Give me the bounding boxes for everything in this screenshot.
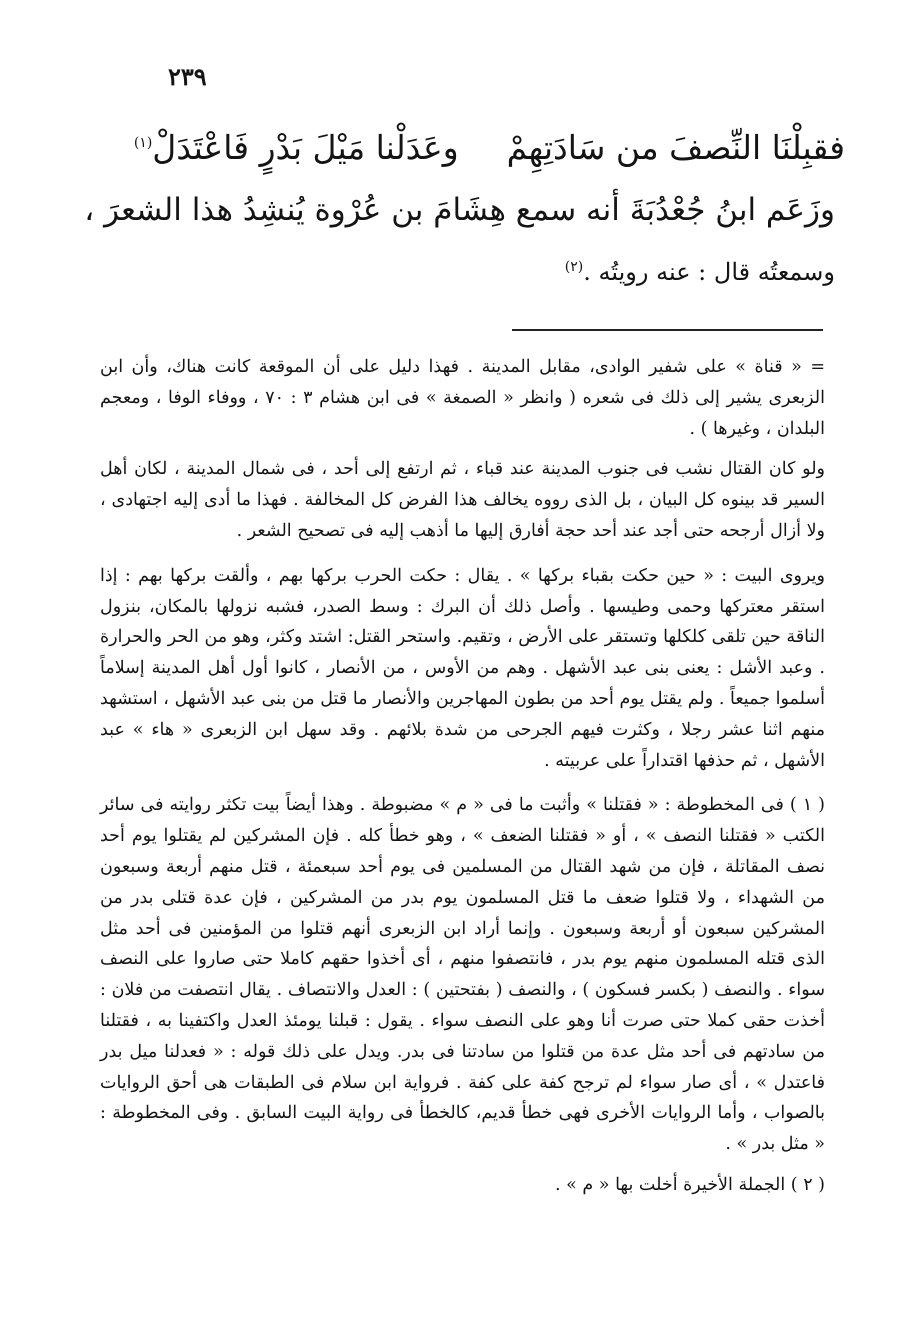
verse-hemistich-1: فقبِلْنَا النِّصفَ من سَادَتِهِمْ: [506, 128, 845, 167]
verse-line-3-text: وسمعتُه قال : عنه رويتُه .: [583, 258, 835, 286]
footnote-paragraph: ( ٢ ) الجملة الأخيرة أخلت بها « م » .: [555, 1174, 825, 1195]
verse-line-3: [565, 258, 835, 286]
footnote-paragraph: ( ١ ) فى المخطوطة : « فقتلنا » وأثبت ما فى « م » مضبوطة . وهذا أيضاً بيت تكثر روايته فى سائر الكتب « فقتلنا النصف » ، أو « فقتلنا الضعف » ، وهو خطأ كله . فإن المشركين لم يقتلوا يوم أحد نصف المقاتلة ، فإن من شهد القتال من المسلمين فى يوم أحد سبعمئة ، قتل منهم أربعة وسبعون من الشهداء ، ولا قتلوا ضعف ما قتل المسلمون يوم بدر من المشركين ، فإن عدة قتلى بدر من المشركين سبعون أو أربعة وسبعون . وإنما أراد ابن الزبعرى أنهم قتلوا من المؤمنين فى أحد مثل الذى قتله المسلمون منهم يوم بدر ، فانتصفوا منهم ، أى أخذوا حقهم كاملا حتى صاروا على النصف سواء . والنصف ( بكسر فسكون ) ، والنصف ( بفتحتين ) : العدل والانتصاف . يقال انتصفت من فلان : أخذت حقى كملا حتى صرت أنا وهو على النصف سواء . يقول : قبلنا يومئذ العدل واكتفينا به ، فقتلنا من سادتهم فى أحد مثل عدة من قتلوا من سادتنا فى بدر. ويدل على ذلك قوله : « فعدلنا ميل بدر فاعتدل » ، أى صار سواء لم ترجح كفة على كفة . فرواية ابن سلام فى الطبقات هى أحق الروايات بالصواب ، وأما الروايات الأخرى فهى خطأ قديم، كالخطأ فى رواية البيت السابق . وفى المخطوطة : « مثل بدر » .: [100, 795, 825, 1155]
footnote-divider: [512, 329, 823, 331]
verse-line-1: [134, 128, 845, 167]
verse-line-2: وزَعَم ابنُ جُعْدُبَةَ أنه سمع هِشَامَ بن عُرْوة يُنشِدُ هذا الشعرَ ،: [84, 192, 835, 228]
footnote-paragraph: = « قناة » على شفير الوادى، مقابل المدينة . فهذا دليل على أن الموقعة كانت هناك، وأن ابن الزبعرى يشير إلى ذلك فى شعره ( وانظر « الصمغة » فى ابن هشام ٣ : ٧٠ ، ووفاء الوفا ، ومعجم البلدان ، وغيرها ) .: [100, 357, 825, 439]
footnote-marker-1: (١): [133, 135, 153, 151]
footnote-marker-2: (٢): [564, 259, 584, 275]
footnote-paragraph: ولو كان القتال نشب فى جنوب المدينة عند قباء ، ثم ارتفع إلى أحد ، فى شمال المدينة ، لكان أهل السير قد بينوه كل البيان ، بل الذى رووه يخالف هذا الفرض كل المخالفة . فهذا ما أدى إليه اجتهادى ، ولا أزال أرجحه حتى أجد عند أحد حجة أفارق إليها ما أذهب إليه فى تصحيح الشعر .: [100, 459, 825, 541]
verse-hemistich-2: وعَدَلْنا مَيْلَ بَدْرٍ فَاعْتَدَلْ: [152, 128, 459, 167]
footnote-paragraph: ويروى البيت : « حين حكت بقباء بركها » . يقال : حكت الحرب بركها بهم ، وألقت بركها بهم : إذا استقر معتركها وحمى وطيسها . وأصل ذلك أن البرك : وسط الصدر، فشبه نزولها بالمكان، بنزول الناقة حين تلقى كلكلها وتستقر على الأرض ، وتقيم. واستحر القتل: اشتد وكثر، وهو من الحر والحرارة . وعبد الأشل : يعنى بنى عبد الأشهل . وهم من الأوس ، من الأنصار ، كانوا أول أهل المدينة إسلاماً أسلموا جميعاً . ولم يقتل يوم أحد من بطون المهاجرين والأنصار ما قتل من بنى عبد الأشهل ، استشهد منهم اثنا عشر رجلا ، وكثرت فيهم الجرحى من شدة بلائهم . وقد سهل ابن الزبعرى « هاء » عبد الأشهل ، ثم حذفها اقتداراً على عربيته .: [100, 565, 825, 771]
page-number: ٢٣٩: [168, 62, 207, 91]
footnotes-block: [100, 352, 825, 1215]
